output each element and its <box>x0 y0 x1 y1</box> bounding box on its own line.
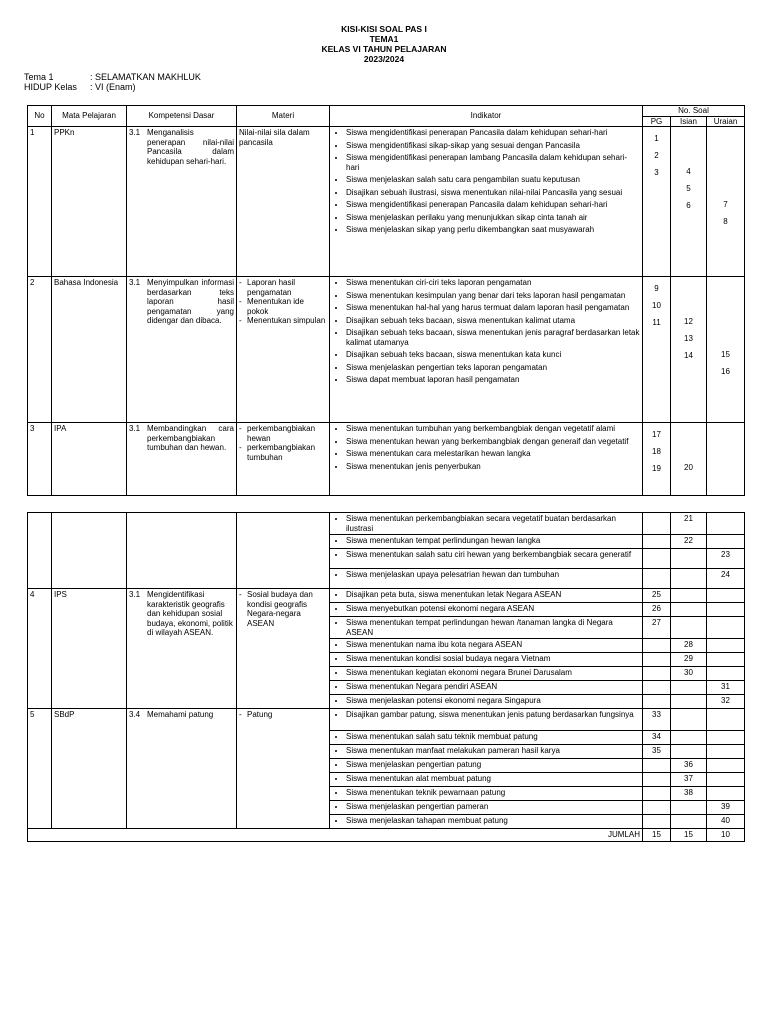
row-uraian: 31 <box>707 681 745 695</box>
indikator-item: • Siswa menjelaskan potensi ekonomi negara Singapura <box>346 696 640 706</box>
indikator-item: • Siswa menjelaskan pengertian patung <box>346 760 640 770</box>
row-uraian: 40 <box>707 815 745 829</box>
kd-text: Membandingkan cara perkembangbiakan tumbuhan dan hewan. <box>147 424 234 452</box>
row-uraian <box>707 759 745 773</box>
indikator-list <box>332 514 640 533</box>
indikator-list <box>332 570 640 580</box>
row-pg <box>643 549 671 569</box>
indikator-list <box>332 802 640 812</box>
row-isian <box>671 603 707 617</box>
pg-numbers: 9 10 11 <box>652 284 661 327</box>
indikator-item: • Siswa menentukan hewan yang berkembangbiak dengan generaif dan vegetatif <box>346 437 640 447</box>
indikator-item: • Disajikan sebuah ilustrasi, siswa menentukan nilai-nilai Pancasila yang sesuai <box>346 188 640 198</box>
row-kd <box>127 423 237 496</box>
materi-item: - Menentukan simpulan <box>247 316 327 326</box>
kd-number: 3.1 <box>129 424 141 433</box>
kisi-table-1 <box>27 105 745 496</box>
row-isian: 21 <box>671 513 707 535</box>
materi-item: - perkembangbiakan tumbuhan <box>247 443 327 462</box>
row-indikator <box>330 513 643 535</box>
row-pg <box>643 653 671 667</box>
row-isian: 37 <box>671 773 707 787</box>
pg-numbers: 17 18 19 <box>652 430 661 473</box>
row-uraian <box>707 423 745 496</box>
indikator-item: • Siswa mengidentifikasi sikap-sikap yang sesuai dengan Pancasila <box>346 141 640 151</box>
row-kd <box>127 589 237 709</box>
row-indikator <box>330 815 643 829</box>
row-indikator <box>330 695 643 709</box>
row-isian <box>671 695 707 709</box>
kd-number: 3.1 <box>129 590 141 599</box>
row-materi <box>237 277 330 423</box>
row-isian: 36 <box>671 759 707 773</box>
kd-number: 3.1 <box>129 278 141 287</box>
empty-cell <box>127 513 237 589</box>
row-materi <box>237 127 330 277</box>
indikator-item: • Siswa menentukan tempat perlindungan hewan langka <box>346 536 640 546</box>
table-row <box>28 127 745 277</box>
indikator-list <box>332 760 640 770</box>
row-indikator <box>330 773 643 787</box>
row-isian <box>671 745 707 759</box>
indikator-item: • Siswa menentukan alat membuat patung <box>346 774 640 784</box>
kd-wrap <box>129 424 234 453</box>
isian-numbers: 12 13 14 <box>684 317 693 360</box>
kelas-value: : VI (Enam) <box>90 82 136 92</box>
materi-item: - Menentukan ide pokok <box>247 297 327 316</box>
row-uraian <box>707 589 745 603</box>
document-title <box>0 24 768 64</box>
row-indikator <box>330 617 643 639</box>
indikator-item: • Siswa menentukan kesimpulan yang benar dari teks laporan hasil pengamatan <box>346 291 640 301</box>
row-pg: 27 <box>643 617 671 639</box>
row-pg <box>643 773 671 787</box>
col-nosoal-header: No. Soal <box>643 106 745 117</box>
row-kd <box>127 709 237 829</box>
indikator-item: • Siswa menentukan nama ibu kota negara ASEAN <box>346 640 640 650</box>
row-indikator <box>330 535 643 549</box>
row-uraian <box>707 127 745 277</box>
materi-text: Nilai-nilai sila dalam pancasila <box>239 128 310 147</box>
row-mapel: Bahasa Indonesia <box>52 277 127 423</box>
row-indikator <box>330 277 643 423</box>
row-uraian: 32 <box>707 695 745 709</box>
uraian-numbers: 15 16 <box>721 350 730 376</box>
title-line-1: KISI-KISI SOAL PAS I <box>341 24 427 34</box>
row-pg: 34 <box>643 731 671 745</box>
row-isian <box>671 589 707 603</box>
table-row <box>28 589 745 603</box>
row-uraian: 39 <box>707 801 745 815</box>
row-isian <box>671 549 707 569</box>
row-kd <box>127 127 237 277</box>
row-no: 4 <box>28 589 52 709</box>
row-uraian <box>707 745 745 759</box>
indikator-item: • Siswa menentukan tempat perlindungan hewan /tanaman langka di Negara ASEAN <box>346 618 640 637</box>
empty-cell <box>28 513 52 589</box>
row-isian <box>671 127 707 277</box>
jumlah-row <box>28 829 745 842</box>
row-indikator <box>330 423 643 496</box>
kd-number: 3.4 <box>129 710 141 719</box>
row-uraian <box>707 639 745 653</box>
indikator-item: • Siswa menentukan salah satu teknik membuat patung <box>346 732 640 742</box>
materi-item: - perkembangbiakan hewan <box>247 424 327 443</box>
indikator-item: • Siswa menjelaskan tahapan membuat patung <box>346 816 640 826</box>
jumlah-isian: 15 <box>671 829 707 842</box>
materi-list <box>239 424 327 462</box>
indikator-item: • Siswa mengidentifikasi penerapan Pancasila dalam kehidupan sehari-hari <box>346 200 640 210</box>
row-indikator <box>330 653 643 667</box>
row-pg <box>643 277 671 423</box>
col-indikator-header: Indikator <box>330 106 643 127</box>
isian-numbers: 4 5 6 <box>686 167 691 210</box>
row-isian <box>671 709 707 731</box>
empty-cell <box>52 513 127 589</box>
indikator-item: • Siswa menentukan kegiatan ekonomi negara Brunei Darusalam <box>346 668 640 678</box>
kd-text: Menganalisis penerapan nilai-nilai Pancasila dalam kehidupan sehari-hari. <box>147 128 234 166</box>
indikator-item: • Disajikan peta buta, siswa menentukan letak Negara ASEAN <box>346 590 640 600</box>
row-pg <box>643 423 671 496</box>
indikator-list <box>332 816 640 826</box>
jumlah-uraian: 10 <box>707 829 745 842</box>
row-pg: 33 <box>643 709 671 731</box>
row-uraian <box>707 731 745 745</box>
pg-numbers: 1 2 3 <box>654 134 659 177</box>
row-no: 3 <box>28 423 52 496</box>
indikator-item: • Siswa dapat membuat laporan hasil pengamatan <box>346 375 640 385</box>
row-uraian <box>707 773 745 787</box>
indikator-item: • Siswa menjelaskan upaya pelesatrian hewan dan tumbuhan <box>346 570 640 580</box>
row-indikator <box>330 603 643 617</box>
indikator-item: • Siswa mengidentifikasi penerapan lambang Pancasila dalam kehidupan sehari-hari <box>346 153 640 172</box>
indikator-item: • Siswa menentukan kondisi sosial budaya negara Vietnam <box>346 654 640 664</box>
kd-text: Memahami patung <box>147 710 214 719</box>
indikator-list <box>332 696 640 706</box>
materi-list <box>239 590 327 628</box>
document-meta <box>24 72 201 92</box>
row-indikator <box>330 667 643 681</box>
kd-wrap <box>129 710 234 720</box>
row-uraian <box>707 277 745 423</box>
row-isian: 28 <box>671 639 707 653</box>
row-uraian: 24 <box>707 569 745 589</box>
table-row <box>28 513 745 535</box>
col-kd-header: Kompetensi Dasar <box>127 106 237 127</box>
row-pg <box>643 815 671 829</box>
row-isian <box>671 801 707 815</box>
row-indikator <box>330 745 643 759</box>
row-pg <box>643 513 671 535</box>
row-indikator <box>330 801 643 815</box>
row-materi <box>237 423 330 496</box>
indikator-item: • Disajikan sebuah teks bacaan, siswa menentukan kata kunci <box>346 350 640 360</box>
row-indikator <box>330 569 643 589</box>
isian-numbers: 20 <box>684 463 693 472</box>
kd-wrap <box>129 590 234 638</box>
row-isian: 29 <box>671 653 707 667</box>
row-indikator <box>330 549 643 569</box>
row-uraian: 23 <box>707 549 745 569</box>
kisi-table-2 <box>27 512 745 842</box>
row-pg: 25 <box>643 589 671 603</box>
kd-text: Mengidentifikasi karakteristik geografis dan kehidupan sosial budaya, ekonomi, politik di wilayah ASEAN. <box>147 590 233 637</box>
row-isian <box>671 569 707 589</box>
row-mapel: IPS <box>52 589 127 709</box>
row-pg <box>643 787 671 801</box>
hidup-kelas-label: HIDUP Kelas <box>24 82 77 92</box>
indikator-item: • Disajikan sebuah teks bacaan, siswa menentukan kalimat utama <box>346 316 640 326</box>
indikator-item: • Disajikan gambar patung, siswa menentukan jenis patung berdasarkan fungsinya <box>346 710 640 720</box>
row-isian <box>671 731 707 745</box>
row-indikator <box>330 639 643 653</box>
jumlah-label: JUMLAH <box>28 829 643 842</box>
row-isian: 30 <box>671 667 707 681</box>
row-indikator <box>330 681 643 695</box>
indikator-item: • Siswa menentukan ciri-ciri teks laporan pengamatan <box>346 278 640 288</box>
indikator-item: • Siswa menjelaskan perilaku yang menunjukkan sikap cinta tanah air <box>346 213 640 223</box>
indikator-list <box>332 788 640 798</box>
tema-value: : SELAMATKAN MAKHLUK <box>90 72 201 82</box>
materi-item: - Patung <box>247 710 327 720</box>
row-kd <box>127 277 237 423</box>
indikator-list <box>332 746 640 756</box>
indikator-list <box>332 278 640 385</box>
row-indikator <box>330 787 643 801</box>
row-no: 2 <box>28 277 52 423</box>
indikator-item: • Siswa menentukan cara melestarikan hewan langka <box>346 449 640 459</box>
indikator-list <box>332 550 640 560</box>
indikator-item: • Siswa menentukan hal-hal yang harus termuat dalam laporan hasil pengamatan <box>346 303 640 313</box>
indikator-list <box>332 590 640 600</box>
indikator-item: • Siswa mengidentifikasi penerapan Pancasila dalam kehidupan sehari-hari <box>346 128 640 138</box>
row-no: 1 <box>28 127 52 277</box>
row-mapel: PPKn <box>52 127 127 277</box>
row-materi <box>237 589 330 709</box>
row-pg <box>643 667 671 681</box>
row-indikator <box>330 127 643 277</box>
indikator-item: • Siswa menjelaskan salah satu cara pengambilan suatu keputusan <box>346 175 640 185</box>
indikator-list <box>332 668 640 678</box>
indikator-item: • Siswa menjelaskan sikap yang perlu dikembangkan saat musyawarah <box>346 225 640 235</box>
row-uraian <box>707 603 745 617</box>
row-pg <box>643 801 671 815</box>
row-pg <box>643 759 671 773</box>
indikator-list <box>332 618 640 637</box>
indikator-item: • Siswa menjelaskan pengertian pameran <box>346 802 640 812</box>
table-row <box>28 277 745 423</box>
indikator-item: • Siswa menentukan jenis penyerbukan <box>346 462 640 472</box>
col-no-header: No <box>28 106 52 127</box>
indikator-list <box>332 774 640 784</box>
col-mapel-header: Mata Pelajaran <box>52 106 127 127</box>
row-no: 5 <box>28 709 52 829</box>
indikator-item: • Siswa menentukan Negara pendiri ASEAN <box>346 682 640 692</box>
row-uraian <box>707 535 745 549</box>
title-line-3: KELAS VI TAHUN PELAJARAN <box>321 44 447 54</box>
indikator-item: • Siswa menentukan manfaat melakukan pameran hasil karya <box>346 746 640 756</box>
row-pg <box>643 127 671 277</box>
row-isian <box>671 423 707 496</box>
row-uraian <box>707 513 745 535</box>
row-isian <box>671 681 707 695</box>
materi-list <box>239 278 327 326</box>
row-pg: 35 <box>643 745 671 759</box>
kd-wrap <box>129 128 234 166</box>
indikator-list <box>332 640 640 650</box>
row-mapel: SBdP <box>52 709 127 829</box>
row-pg <box>643 639 671 653</box>
row-isian: 22 <box>671 535 707 549</box>
indikator-item: • Siswa menentukan tumbuhan yang berkembangbiak dengan vegetatif alami <box>346 424 640 434</box>
row-pg <box>643 681 671 695</box>
row-pg <box>643 695 671 709</box>
row-uraian <box>707 709 745 731</box>
materi-item: - Sosial budaya dan kondisi geografis Negara-negara ASEAN <box>247 590 327 628</box>
empty-cell <box>237 513 330 589</box>
row-pg <box>643 569 671 589</box>
indikator-list <box>332 710 640 720</box>
row-pg <box>643 535 671 549</box>
row-uraian <box>707 667 745 681</box>
row-indikator <box>330 731 643 745</box>
jumlah-pg: 15 <box>643 829 671 842</box>
materi-list <box>239 710 327 720</box>
row-isian <box>671 815 707 829</box>
row-indikator <box>330 709 643 731</box>
indikator-item: • Siswa menentukan teknik pewarnaan patung <box>346 788 640 798</box>
indikator-list <box>332 536 640 546</box>
tema-label: Tema 1 <box>24 72 54 82</box>
row-uraian <box>707 787 745 801</box>
row-uraian <box>707 653 745 667</box>
row-uraian <box>707 617 745 639</box>
row-isian: 38 <box>671 787 707 801</box>
indikator-item: • Disajikan sebuah teks bacaan, siswa menentukan jenis paragraf berdasarkan letak kalimat utamanya <box>346 328 640 347</box>
indikator-list <box>332 128 640 235</box>
table-row <box>28 709 745 731</box>
indikator-list <box>332 682 640 692</box>
indikator-list <box>332 732 640 742</box>
row-pg: 26 <box>643 603 671 617</box>
indikator-item: • Siswa menentukan salah satu ciri hewan yang berkembangbiak secara generatif <box>346 550 640 560</box>
col-isian-header: Isian <box>671 116 707 127</box>
indikator-list <box>332 424 640 471</box>
indikator-list <box>332 604 640 614</box>
kd-wrap <box>129 278 234 326</box>
kd-number: 3.1 <box>129 128 141 137</box>
kd-text: Menyimpulkan informasi berdasarkan teks laporan hasil pengamatan yang didengar dan dibaca. <box>147 278 234 325</box>
title-line-4: 2023/2024 <box>363 54 405 64</box>
row-indikator <box>330 589 643 603</box>
indikator-item: • Siswa menyebutkan potensi ekonomi negara ASEAN <box>346 604 640 614</box>
row-mapel: IPA <box>52 423 127 496</box>
title-line-2: TEMA1 <box>369 34 399 44</box>
row-materi <box>237 709 330 829</box>
col-pg-header: PG <box>643 116 671 127</box>
row-isian <box>671 277 707 423</box>
indikator-list <box>332 654 640 664</box>
row-isian <box>671 617 707 639</box>
indikator-item: • Siswa menentukan perkembangbiakan secara vegetatif buatan berdasarkan ilustrasi <box>346 514 640 533</box>
uraian-numbers: 7 8 <box>723 200 728 226</box>
indikator-item: • Siswa menjelaskan pengertian teks laporan pengamatan <box>346 363 640 373</box>
col-materi-header: Materi <box>237 106 330 127</box>
row-indikator <box>330 759 643 773</box>
materi-item: - Laporan hasil pengamatan <box>247 278 327 297</box>
table-row <box>28 423 745 496</box>
col-uraian-header: Uraian <box>707 116 745 127</box>
